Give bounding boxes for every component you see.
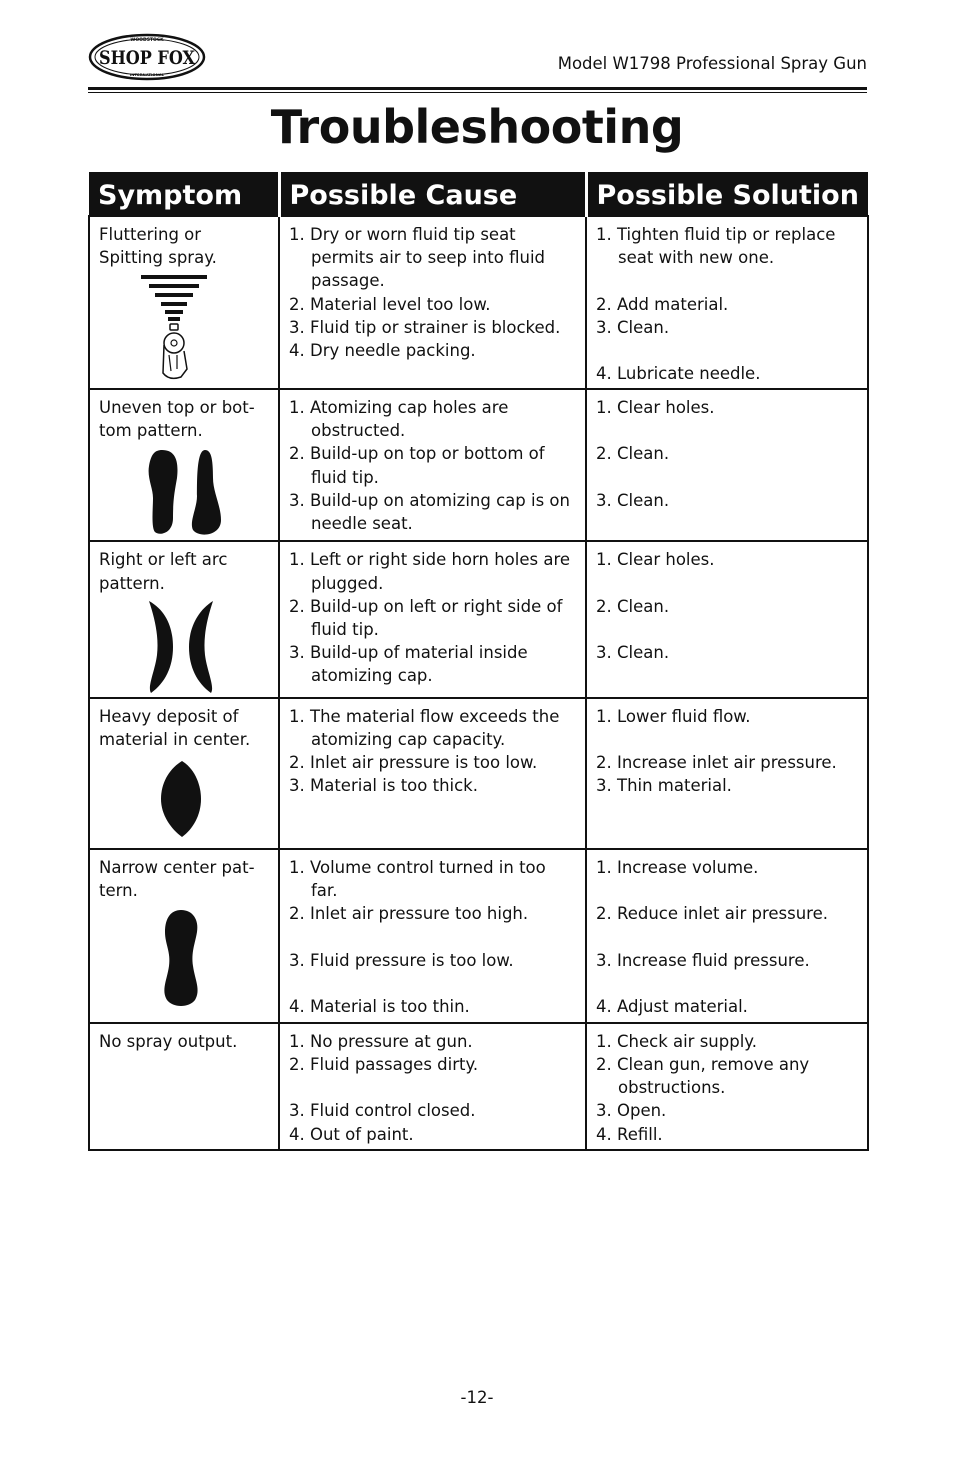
solution-item: 3. Clean. xyxy=(596,643,670,663)
cause-list xyxy=(289,1030,577,1146)
table-row xyxy=(89,698,868,849)
solution-cell xyxy=(586,541,868,697)
column-header-solution: Possible Solution xyxy=(586,172,868,216)
solution-item: 2. Clean gun, remove any obstructions. xyxy=(596,1055,810,1098)
cause-item: 4. Material is too thin. xyxy=(289,997,470,1016)
logo-ring-bottom: INTERNATIONAL xyxy=(129,72,165,77)
symptom-text: Narrow center pat-tern. xyxy=(99,857,255,901)
solution-item: 3. Clean. xyxy=(596,490,670,510)
cause-cell xyxy=(279,698,586,849)
solution-list xyxy=(596,1030,859,1146)
cause-item: 2. Material level too low. xyxy=(289,294,491,314)
symptom-cell xyxy=(89,698,279,849)
cause-item: 2. Inlet air pressure is too low. xyxy=(289,753,538,773)
cause-cell xyxy=(279,389,586,541)
cause-list xyxy=(289,856,577,1018)
cause-item: 1. Dry or worn fluid tip seat permits air to seep into fluid passage. xyxy=(289,225,545,291)
table-row xyxy=(89,541,868,697)
solution-item: 1. Clear holes. xyxy=(596,550,715,570)
cause-cell xyxy=(279,541,586,697)
cause-item: 2. Fluid passages dirty. xyxy=(289,1055,479,1075)
cause-cell xyxy=(279,216,586,389)
solution-item: 2. Reduce inlet air pressure. xyxy=(596,904,828,924)
symptom-cell xyxy=(89,1023,279,1150)
symptom-cell xyxy=(89,389,279,541)
solution-item: 4. Adjust material. xyxy=(596,996,748,1016)
header-rule xyxy=(88,87,867,90)
column-header-cause: Possible Cause xyxy=(279,172,586,216)
logo-ring-top: WOODSTOCK xyxy=(130,38,164,43)
solution-item: 2. Add material. xyxy=(596,294,729,314)
solution-list xyxy=(596,548,859,664)
solution-item: 4. Refill. xyxy=(596,1124,663,1144)
solution-item: 2. Clean. xyxy=(596,596,670,616)
solution-item: 1. Clear holes. xyxy=(596,398,715,417)
cause-item: 3. Fluid control closed. xyxy=(289,1101,476,1121)
cause-item: 3. Build-up of material inside atomizing cap. xyxy=(289,643,528,686)
cause-item: 1. No pressure at gun. xyxy=(289,1031,473,1051)
symptom-cell xyxy=(89,216,279,389)
uneven-top-bottom-pattern-icon xyxy=(147,448,227,538)
model-line: Model W1798 Professional Spray Gun xyxy=(557,54,867,73)
solution-list xyxy=(596,223,859,385)
cause-item: 4. Dry needle packing. xyxy=(289,341,476,361)
page-number: -12- xyxy=(460,1388,494,1407)
cause-item: 1. Left or right side horn holes are plugged. xyxy=(289,550,571,593)
solution-list xyxy=(596,705,859,798)
cause-item: 2. Build-up on left or right side of fluid tip. xyxy=(289,596,563,640)
solution-item: 1. Tighten fluid tip or replace seat with new one. xyxy=(596,225,836,268)
cause-list xyxy=(289,705,577,798)
symptom-text: Uneven top or bot-tom pattern. xyxy=(99,398,255,441)
solution-item: 3. Clean. xyxy=(596,317,670,337)
symptom-text: Heavy deposit of material in center. xyxy=(99,706,251,750)
cause-item: 3. Build-up on atomizing cap is on needle seat. xyxy=(289,490,570,534)
solution-list xyxy=(596,396,859,512)
solution-list xyxy=(596,856,859,1018)
solution-cell xyxy=(586,849,868,1023)
solution-item: 2. Clean. xyxy=(596,444,670,464)
solution-cell xyxy=(586,389,868,541)
symptom-cell xyxy=(89,849,279,1023)
cause-item: 2. Inlet air pressure too high. xyxy=(289,904,529,924)
logo-brand: SHOP FOX xyxy=(99,47,196,69)
cause-item: 1. Atomizing cap holes are obstructed. xyxy=(289,398,509,441)
table-row xyxy=(89,1023,868,1150)
page-header xyxy=(88,30,867,92)
symptom-text: No spray output. xyxy=(99,1031,238,1051)
symptom-text: Right or left arc pattern. xyxy=(99,550,228,593)
arc-pattern-icon xyxy=(145,599,225,695)
table-row xyxy=(89,216,868,389)
narrow-center-pattern-icon xyxy=(161,908,201,1008)
cause-cell xyxy=(279,1023,586,1150)
cause-item: 4. Out of paint. xyxy=(289,1124,414,1144)
table-header-row xyxy=(89,172,868,216)
cause-list xyxy=(289,396,577,535)
solution-item: 1. Lower fluid flow. xyxy=(596,706,751,726)
table-row xyxy=(89,389,868,541)
header-rule-thin xyxy=(88,92,867,93)
solution-item: 1. Increase volume. xyxy=(596,857,759,877)
heavy-center-pattern-icon xyxy=(159,759,205,839)
cause-list xyxy=(289,223,577,362)
cause-item: 3. Fluid pressure is too low. xyxy=(289,950,514,970)
cause-list xyxy=(289,548,577,687)
solution-cell xyxy=(586,1023,868,1150)
solution-item: 1. Check air supply. xyxy=(596,1031,757,1051)
spray-gun-fluttering-icon xyxy=(139,273,209,385)
cause-item: 1. Volume control turned in too far. xyxy=(289,857,546,901)
shop-fox-logo xyxy=(88,32,206,82)
cause-item: 3. Fluid tip or strainer is blocked. xyxy=(289,317,561,337)
solution-item: 3. Thin material. xyxy=(596,776,732,796)
cause-item: 1. The material flow exceeds the atomizing cap capacity. xyxy=(289,706,560,750)
troubleshooting-table xyxy=(88,172,869,1151)
solution-item: 3. Increase fluid pressure. xyxy=(596,950,810,970)
solution-item: 3. Open. xyxy=(596,1101,667,1121)
symptom-cell xyxy=(89,541,279,697)
solution-item: 2. Increase inlet air pressure. xyxy=(596,753,837,773)
solution-cell xyxy=(586,216,868,389)
table-row xyxy=(89,849,868,1023)
solution-cell xyxy=(586,698,868,849)
page-title: Troubleshooting xyxy=(270,100,684,154)
column-header-symptom: Symptom xyxy=(89,172,279,216)
cause-item: 2. Build-up on top or bottom of fluid tip. xyxy=(289,444,545,487)
cause-item: 3. Material is too thick. xyxy=(289,776,478,796)
cause-cell xyxy=(279,849,586,1023)
solution-item: 4. Lubricate needle. xyxy=(596,364,761,384)
symptom-text: Fluttering or Spitting spray. xyxy=(99,225,217,268)
